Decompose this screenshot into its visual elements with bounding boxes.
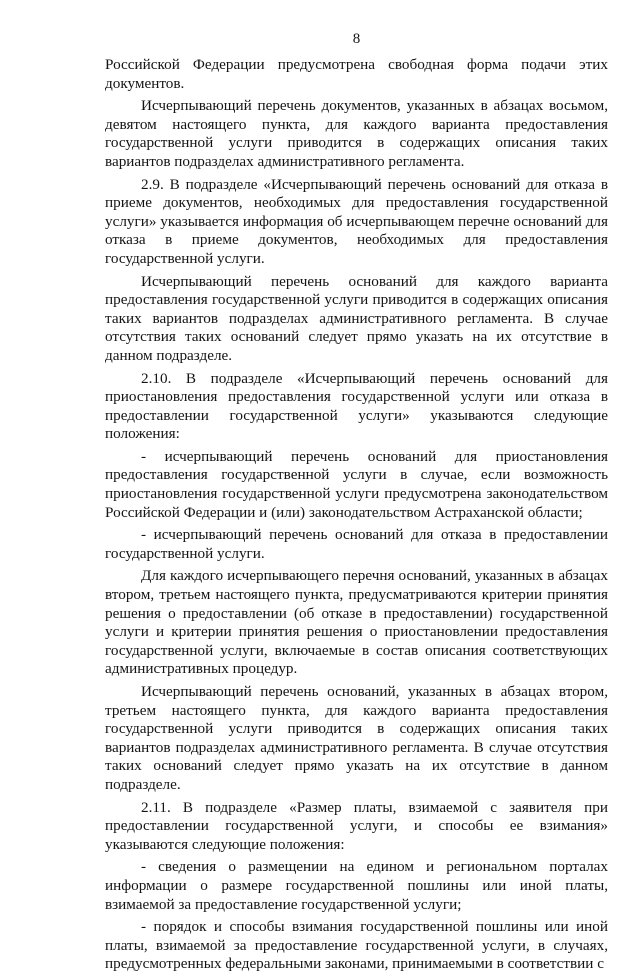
list-item: - исчерпывающий перечень оснований для отказа в предоставлении государственной услуги. xyxy=(105,526,608,562)
paragraph: Для каждого исчерпывающего перечня оснований, указанных в абзацах втором, третьем настоящего пункта, предусматриваются критерии принятия решения о предоставлении (об отказе в предоставлении) государственной услуги и критерии принятия решения о приостановлении предоставления государственной услуги, включаемые в состав описания соответствующих административных процедур. xyxy=(105,567,608,678)
page-number: 8 xyxy=(352,31,361,47)
list-item: - порядок и способы взимания государственной пошлины или иной платы, взимаемой за предоставление государственной услуги, в случаях, предусмотренных федеральными законами, принимаемыми в соответствии с xyxy=(105,918,608,973)
document-body xyxy=(105,56,608,974)
paragraph: Исчерпывающий перечень документов, указанных в абзацах восьмом, девятом настоящего пункта, для каждого варианта предоставления государственной услуги приводится в содержащих описания таких вариантов подразделах административного регламента. xyxy=(105,97,608,170)
paragraph: Российской Федерации предусмотрена свободная форма подачи этих документов. xyxy=(105,56,608,92)
list-item: - сведения о размещении на едином и региональном порталах информации о размере государственной пошлины или иной платы, взимаемой за предоставление государственной услуги; xyxy=(105,858,608,913)
list-item: - исчерпывающий перечень оснований для приостановления предоставления государственной услуги в случае, если возможность приостановления государственной услуги предусмотрена законодательством Российской Федерации и (или) законодательством Астраханской области; xyxy=(105,447,608,521)
paragraph: 2.9. В подразделе «Исчерпывающий перечень оснований для отказа в приеме документов, необходимых для предоставления государственной услуги» указывается информация об исчерпывающем перечне оснований для отказа в приеме документов, необходимых для предоставления государственной услуги. xyxy=(105,175,608,267)
paragraph: Исчерпывающий перечень оснований, указанных в абзацах втором, третьем настоящего пункта, для каждого варианта предоставления государственной услуги приводится в содержащих описания таких вариантов подразделах административного регламента. В случае отсутствия таких оснований следует прямо указать на их отсутствие в данном подразделе. xyxy=(105,683,608,793)
paragraph: Исчерпывающий перечень оснований для каждого варианта предоставления государственной услуги приводится в содержащих описания таких вариантов подразделах административного регламента. В случае отсутствия таких оснований следует прямо указать на их отсутствие в данном подразделе. xyxy=(105,272,608,364)
paragraph: 2.11. В подразделе «Размер платы, взимаемой с заявителя при предоставлении государственной услуги, и способы ее взимания» указываются следующие положения: xyxy=(105,798,608,853)
paragraph: 2.10. В подразделе «Исчерпывающий перечень оснований для приостановления предоставления государственной услуги или отказа в предоставлении государственной услуги» указываются следующие положения: xyxy=(105,369,608,443)
